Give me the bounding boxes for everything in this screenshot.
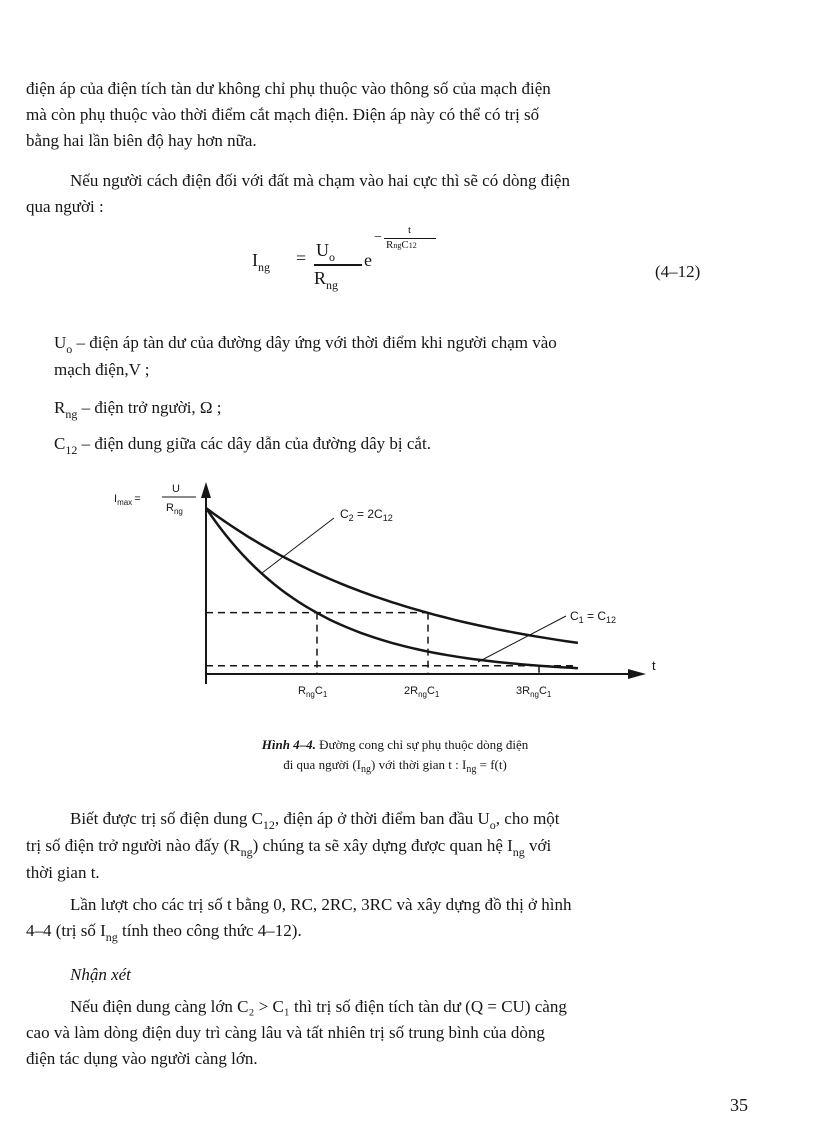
t-axis-label: t [652,658,656,673]
formula-exp-denominator: RngC12 [386,239,417,251]
tick-label-1: $R_{ng}C_1$ [298,685,328,699]
imax-denominator: $R_{ng}$ [166,502,183,516]
x-axis-arrow [628,669,646,679]
paragraph-2 [26,168,766,220]
paragraph-1 [26,76,766,154]
formula-equals: = [296,248,307,268]
section-heading: Nhận xét [70,965,131,984]
page-number: 35 [730,1095,748,1115]
text-line: qua người : [26,197,104,216]
text-line: Nếu điện dung càng lớn C₂ > C₁ thì trị số điện tích tàn dư (Q = CU) càng [70,997,567,1016]
figure-4-4-chart [0,470,816,730]
definition-c12: $C_{12}$ – điện dung giữa các dây dẫn của đường dây bị cắt. [54,434,431,457]
formula-4-12 [252,224,492,298]
fraction-bar [314,264,362,266]
paragraph-3: Biết được trị số điện dung $C_{12}$, điện áp ở thời điểm ban đầu $U_o$, cho một trị số điện trở người nào đấy $(R_{ng})$ chúng ta sẽ xây dựng được quan hệ $I_{ng}$ với thời gian t. [26,806,766,886]
chart-marks [206,508,578,674]
text-line: thời gian t. [26,863,100,882]
paragraph-4: Lần lượt cho các trị số t bằng 0, RC, 2RC, 3RC và xây dựng đồ thị ở hình 4–4 (trị số $I_{ng}$ tính theo công thức 4–12). [26,892,766,945]
formula-exp-base: e [364,250,372,270]
y-axis-arrow [201,482,211,498]
definition-uo: $U_o$ – điện áp tàn dư của đường dây ứng với thời điểm khi người chạm vào mạch điện,V ; [54,330,774,383]
label-c2: $C_2 = 2C_{12}$ [340,507,393,523]
text-line: bằng hai lần biên độ hay hơn nữa. [26,131,257,150]
formula-lhs: $I_{ng}$ [252,250,270,274]
definition-rng: $R_{ng}$ – điện trở người, Ω ; [54,398,222,421]
paragraph-5 [26,994,766,1072]
text-line: mà còn phụ thuộc vào thời điểm cắt mạch điện. Điện áp này có thể có trị số [26,105,540,124]
imax-label: $I_{max}$ = [114,493,141,507]
imax-numerator: U [172,483,180,495]
text-line: điện áp của điện tích tàn dư không chỉ phụ thuộc vào thông số của mạch điện [26,79,551,98]
formula-numerator: $U_o$ [316,240,335,264]
text-line: điện tác dụng vào người càng lớn. [26,1049,258,1068]
figure-caption: Hình 4–4. Đường cong chỉ sự phụ thuộc dòng điện đi qua người $(I_{ng})$ với thời gian t : $I_{ng} = f(t)$ [261,737,529,775]
curve-c1 [206,508,578,668]
equation-number: (4–12) [655,262,701,281]
label-c1: $C_1 = C_{12}$ [570,609,617,625]
text-line: Lần lượt cho các trị số t bằng 0, RC, 2RC, 3RC và xây dựng đồ thị ở hình [70,895,572,914]
formula-exp-minus: − [374,230,382,245]
formula-denominator: $R_{ng}$ [314,268,339,292]
text-line: mạch điện,V ; [54,360,150,379]
text-line: cao và làm dòng điện duy trì càng lâu và tất nhiên trị số trung bình của dòng [26,1023,545,1042]
tick-label-2: $2R_{ng}C_1$ [404,685,440,699]
text-line: Nếu người cách điện đối với đất mà chạm vào hai cực thì sẽ có dòng điện [70,171,570,190]
curve-c2 [206,508,578,643]
tick-label-3: $3R_{ng}C_1$ [516,685,552,699]
formula-exp-numerator: t [408,224,412,236]
caption-label: Hình 4–4. [261,737,316,752]
